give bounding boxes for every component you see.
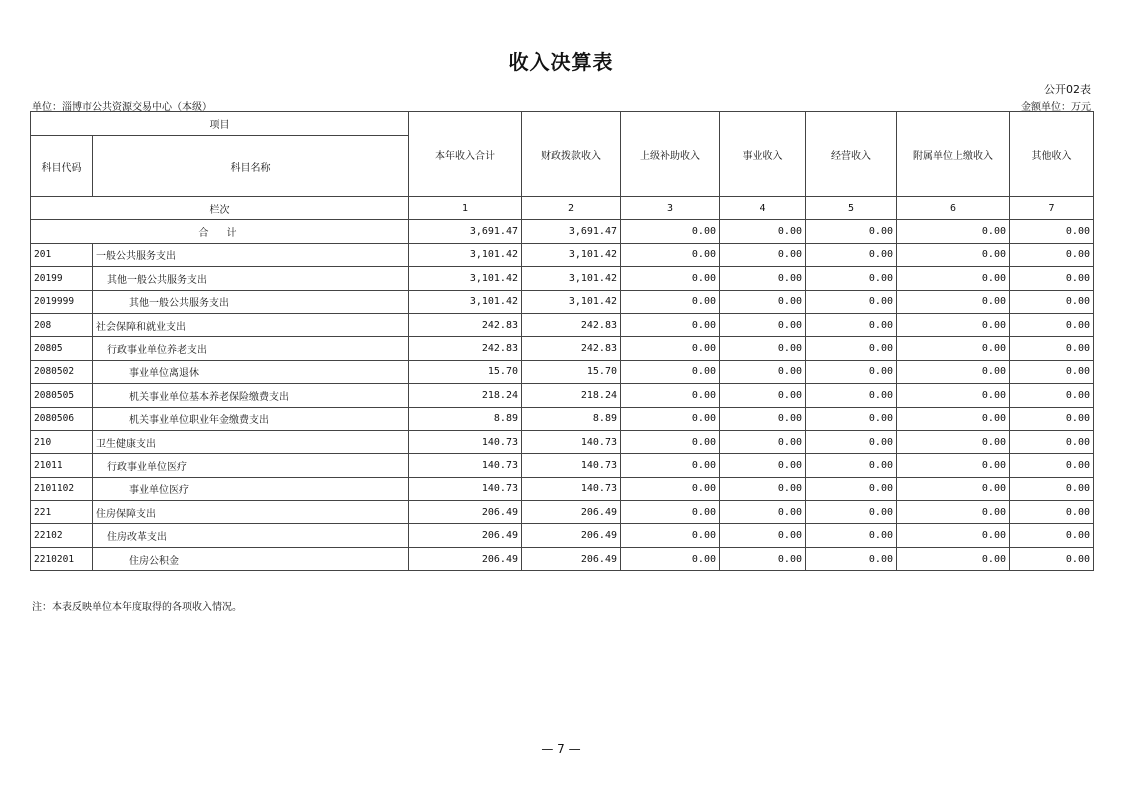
amount-cell: 140.73 [409, 477, 522, 500]
amount-cell: 0.00 [897, 267, 1010, 290]
amount-cell: 0.00 [720, 501, 806, 524]
subject-name: 行政事业单位养老支出 [93, 337, 409, 360]
amount-cell: 206.49 [409, 524, 522, 547]
subject-name: 机关事业单位职业年金缴费支出 [93, 407, 409, 430]
amount-cell: 3,101.42 [522, 243, 621, 266]
amount-cell: 0.00 [720, 360, 806, 383]
col-num-5: 5 [806, 197, 897, 220]
amount-cell: 0.00 [1010, 360, 1094, 383]
amount-cell: 140.73 [522, 430, 621, 453]
amount-cell: 206.49 [409, 501, 522, 524]
amount-cell: 3,101.42 [522, 267, 621, 290]
amount-cell: 206.49 [409, 547, 522, 570]
amount-cell: 0.00 [621, 313, 720, 336]
amount-cell: 0.00 [897, 407, 1010, 430]
subject-name: 事业单位医疗 [93, 477, 409, 500]
amount-cell: 0.00 [1010, 243, 1094, 266]
amount-cell: 3,101.42 [409, 243, 522, 266]
amount-cell: 0.00 [720, 547, 806, 570]
amount-cell: 0.00 [1010, 547, 1094, 570]
subject-name: 事业单位离退休 [93, 360, 409, 383]
subject-name: 其他一般公共服务支出 [93, 290, 409, 313]
amount-cell: 0.00 [806, 547, 897, 570]
amount-cell: 0.00 [621, 407, 720, 430]
amount-cell: 0.00 [897, 243, 1010, 266]
header-col-5: 经营收入 [806, 112, 897, 197]
amount-cell: 140.73 [409, 430, 522, 453]
amount-cell: 0.00 [720, 313, 806, 336]
table-row [31, 290, 1094, 313]
amount-cell: 0.00 [806, 407, 897, 430]
form-number: 公开02表 [1044, 83, 1091, 96]
table-row [31, 547, 1094, 570]
amount-cell: 0.00 [621, 243, 720, 266]
amount-cell: 0.00 [1010, 337, 1094, 360]
amount-cell: 0.00 [897, 454, 1010, 477]
amount-cell: 0.00 [897, 290, 1010, 313]
amount-cell: 0.00 [897, 430, 1010, 453]
table-row [31, 501, 1094, 524]
table-row [31, 337, 1094, 360]
amount-cell: 0.00 [1010, 384, 1094, 407]
amount-cell: 0.00 [621, 430, 720, 453]
amount-cell: 0.00 [1010, 407, 1094, 430]
header-col-2: 财政拨款收入 [522, 112, 621, 197]
subject-code: 2080505 [31, 384, 93, 407]
amount-cell: 0.00 [806, 430, 897, 453]
table-row [31, 454, 1094, 477]
income-statement-table [30, 111, 1094, 571]
table-row [31, 407, 1094, 430]
table-row [31, 267, 1094, 290]
table-row [31, 384, 1094, 407]
total-value: 0.00 [897, 220, 1010, 243]
total-value: 0.00 [806, 220, 897, 243]
amount-cell: 8.89 [409, 407, 522, 430]
header-code: 科目代码 [31, 136, 93, 197]
total-label: 合 计 [31, 220, 409, 243]
subject-code: 21011 [31, 454, 93, 477]
amount-cell: 0.00 [621, 360, 720, 383]
amount-cell: 0.00 [621, 524, 720, 547]
header-item: 项目 [31, 112, 409, 136]
subject-name: 住房改革支出 [93, 524, 409, 547]
header-row-no: 栏次 [31, 197, 409, 220]
amount-cell: 140.73 [522, 477, 621, 500]
table-row [31, 477, 1094, 500]
total-value: 3,691.47 [409, 220, 522, 243]
amount-cell: 3,101.42 [522, 290, 621, 313]
page-number: — 7 — [541, 742, 581, 756]
amount-cell: 0.00 [1010, 313, 1094, 336]
total-value: 0.00 [720, 220, 806, 243]
amount-cell: 0.00 [1010, 477, 1094, 500]
subject-code: 20199 [31, 267, 93, 290]
total-value: 3,691.47 [522, 220, 621, 243]
amount-cell: 218.24 [522, 384, 621, 407]
amount-cell: 0.00 [720, 384, 806, 407]
amount-cell: 0.00 [720, 337, 806, 360]
col-num-7: 7 [1010, 197, 1094, 220]
amount-cell: 0.00 [897, 384, 1010, 407]
amount-cell: 206.49 [522, 524, 621, 547]
amount-cell: 0.00 [806, 360, 897, 383]
amount-cell: 0.00 [1010, 501, 1094, 524]
amount-cell: 140.73 [409, 454, 522, 477]
amount-cell: 242.83 [522, 337, 621, 360]
amount-cell: 0.00 [621, 267, 720, 290]
page-title: 收入决算表 [508, 50, 614, 74]
amount-cell: 8.89 [522, 407, 621, 430]
amount-cell: 0.00 [1010, 524, 1094, 547]
col-num-2: 2 [522, 197, 621, 220]
amount-cell: 218.24 [409, 384, 522, 407]
col-num-6: 6 [897, 197, 1010, 220]
amount-cell: 0.00 [720, 477, 806, 500]
col-num-1: 1 [409, 197, 522, 220]
amount-cell: 0.00 [621, 384, 720, 407]
subject-code: 2080502 [31, 360, 93, 383]
amount-cell: 0.00 [806, 477, 897, 500]
amount-cell: 0.00 [806, 290, 897, 313]
amount-cell: 0.00 [806, 337, 897, 360]
col-num-3: 3 [621, 197, 720, 220]
subject-name: 机关事业单位基本养老保险缴费支出 [93, 384, 409, 407]
header-col-1: 本年收入合计 [409, 112, 522, 197]
amount-cell: 15.70 [409, 360, 522, 383]
total-value: 0.00 [621, 220, 720, 243]
amount-cell: 0.00 [720, 407, 806, 430]
amount-cell: 15.70 [522, 360, 621, 383]
amount-cell: 0.00 [897, 337, 1010, 360]
reporting-unit: 单位：淄博市公共资源交易中心（本级） [32, 102, 212, 113]
header-col-7: 其他收入 [1010, 112, 1094, 197]
header-col-3: 上级补助收入 [621, 112, 720, 197]
amount-cell: 0.00 [806, 501, 897, 524]
amount-cell: 0.00 [720, 430, 806, 453]
amount-cell: 3,101.42 [409, 267, 522, 290]
subject-name: 住房保障支出 [93, 501, 409, 524]
total-value: 0.00 [1010, 220, 1094, 243]
subject-code: 2019999 [31, 290, 93, 313]
subject-name: 其他一般公共服务支出 [93, 267, 409, 290]
amount-cell: 0.00 [720, 290, 806, 313]
amount-cell: 0.00 [806, 267, 897, 290]
subject-name: 一般公共服务支出 [93, 243, 409, 266]
amount-cell: 0.00 [621, 501, 720, 524]
amount-cell: 0.00 [806, 384, 897, 407]
table-row [31, 430, 1094, 453]
amount-cell: 206.49 [522, 547, 621, 570]
table-note: 注：本表反映单位本年度取得的各项收入情况。 [32, 602, 242, 613]
amount-cell: 0.00 [897, 477, 1010, 500]
subject-code: 201 [31, 243, 93, 266]
table-row [31, 313, 1094, 336]
amount-cell: 0.00 [897, 547, 1010, 570]
amount-cell: 0.00 [720, 267, 806, 290]
header-col-6: 附属单位上缴收入 [897, 112, 1010, 197]
subject-name: 行政事业单位医疗 [93, 454, 409, 477]
amount-cell: 0.00 [897, 524, 1010, 547]
subject-code: 221 [31, 501, 93, 524]
amount-cell: 206.49 [522, 501, 621, 524]
subject-code: 2210201 [31, 547, 93, 570]
amount-cell: 0.00 [806, 524, 897, 547]
amount-cell: 0.00 [1010, 290, 1094, 313]
amount-cell: 0.00 [621, 477, 720, 500]
header-name: 科目名称 [93, 136, 409, 197]
subject-code: 22102 [31, 524, 93, 547]
table-row [31, 360, 1094, 383]
subject-name: 社会保障和就业支出 [93, 313, 409, 336]
header-col-4: 事业收入 [720, 112, 806, 197]
subject-name: 卫生健康支出 [93, 430, 409, 453]
amount-cell: 0.00 [1010, 267, 1094, 290]
subject-code: 20805 [31, 337, 93, 360]
amount-cell: 0.00 [897, 313, 1010, 336]
amount-cell: 0.00 [621, 337, 720, 360]
amount-cell: 242.83 [522, 313, 621, 336]
subject-code: 208 [31, 313, 93, 336]
amount-cell: 0.00 [1010, 454, 1094, 477]
subject-code: 210 [31, 430, 93, 453]
amount-cell: 0.00 [806, 243, 897, 266]
subject-code: 2101102 [31, 477, 93, 500]
amount-cell: 3,101.42 [409, 290, 522, 313]
amount-unit: 金额单位：万元 [1021, 102, 1091, 113]
col-num-4: 4 [720, 197, 806, 220]
amount-cell: 0.00 [806, 454, 897, 477]
amount-cell: 140.73 [522, 454, 621, 477]
amount-cell: 0.00 [897, 360, 1010, 383]
amount-cell: 0.00 [621, 454, 720, 477]
amount-cell: 0.00 [621, 290, 720, 313]
amount-cell: 0.00 [897, 501, 1010, 524]
table-row [31, 243, 1094, 266]
amount-cell: 0.00 [720, 524, 806, 547]
amount-cell: 0.00 [720, 243, 806, 266]
amount-cell: 242.83 [409, 337, 522, 360]
table-row [31, 524, 1094, 547]
amount-cell: 0.00 [720, 454, 806, 477]
subject-name: 住房公积金 [93, 547, 409, 570]
amount-cell: 242.83 [409, 313, 522, 336]
amount-cell: 0.00 [1010, 430, 1094, 453]
amount-cell: 0.00 [621, 547, 720, 570]
subject-code: 2080506 [31, 407, 93, 430]
amount-cell: 0.00 [806, 313, 897, 336]
total-row [31, 220, 1094, 243]
